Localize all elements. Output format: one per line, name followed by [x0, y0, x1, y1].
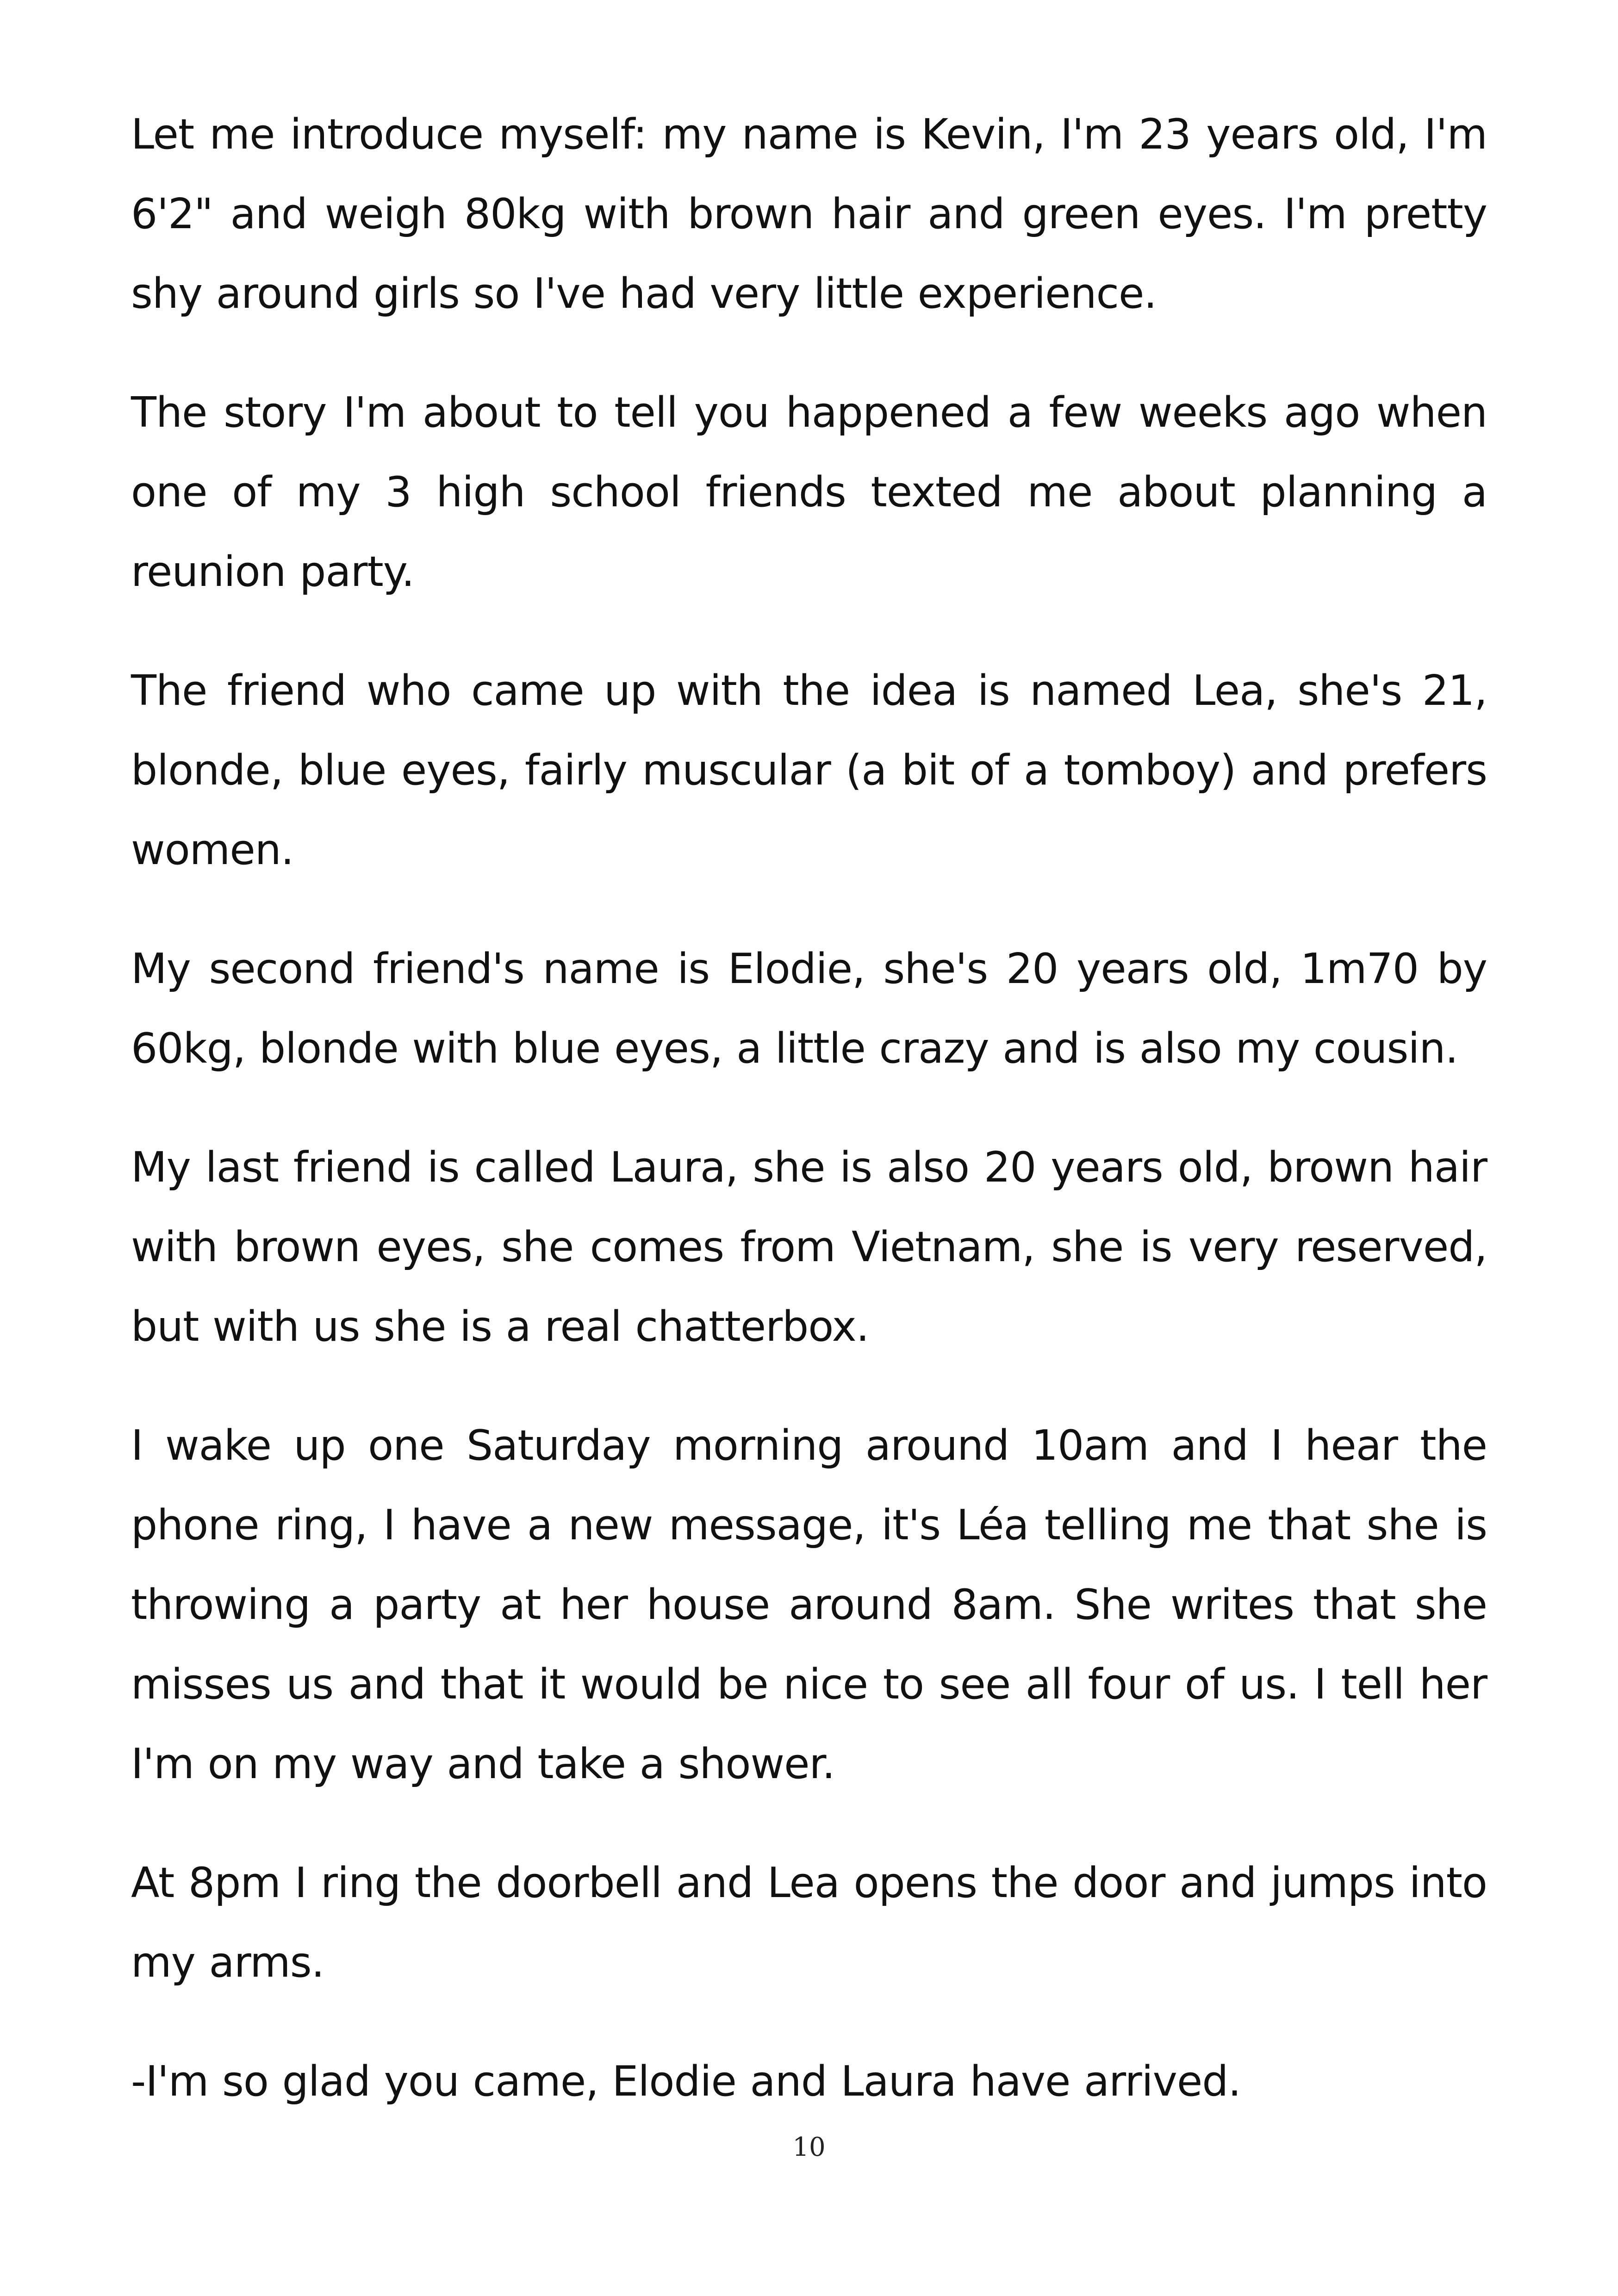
paragraph-doorbell: At 8pm I ring the doorbell and Lea opens the door and jumps into my arms. [131, 1859, 1487, 1987]
paragraph-dialogue: -I'm so glad you came, Elodie and Laura have arrived. [131, 2057, 1241, 2106]
paragraph-laura: My last friend is called Laura, she is also 20 years old, brown hair with brown eyes, she comes from Vietnam, she is very reserved, but with us she is a real chatterbox. [131, 1143, 1487, 1351]
page-body [131, 95, 1487, 2161]
paragraph-saturday-message: I wake up one Saturday morning around 10am and I hear the phone ring, I have a new message, it's Léa telling me that she is throwing a party at her house around 8am. She writes that she misses us and that it would be nice to see all four of us. I tell her I'm on my way and take a shower. [131, 1421, 1487, 1788]
paragraph-elodie: My second friend's name is Elodie, she's 20 years old, 1m70 by 60kg, blonde with blue eyes, a little crazy and is also my cousin. [131, 945, 1487, 1073]
paragraph-introduction: Let me introduce myself: my name is Kevin, I'm 23 years old, I'm 6'2" and weigh 80kg with brown hair and green eyes. I'm pretty shy around girls so I've had very little experience. [131, 110, 1487, 318]
paragraph-lea: The friend who came up with the idea is named Lea, she's 21, blonde, blue eyes, fairly muscular (a bit of a tomboy) and prefers women. [131, 666, 1487, 874]
page-number: 10 [792, 2132, 826, 2162]
paragraph-story-start: The story I'm about to tell you happened a few weeks ago when one of my 3 high school friends texted me about planning a reunion party. [131, 388, 1487, 596]
